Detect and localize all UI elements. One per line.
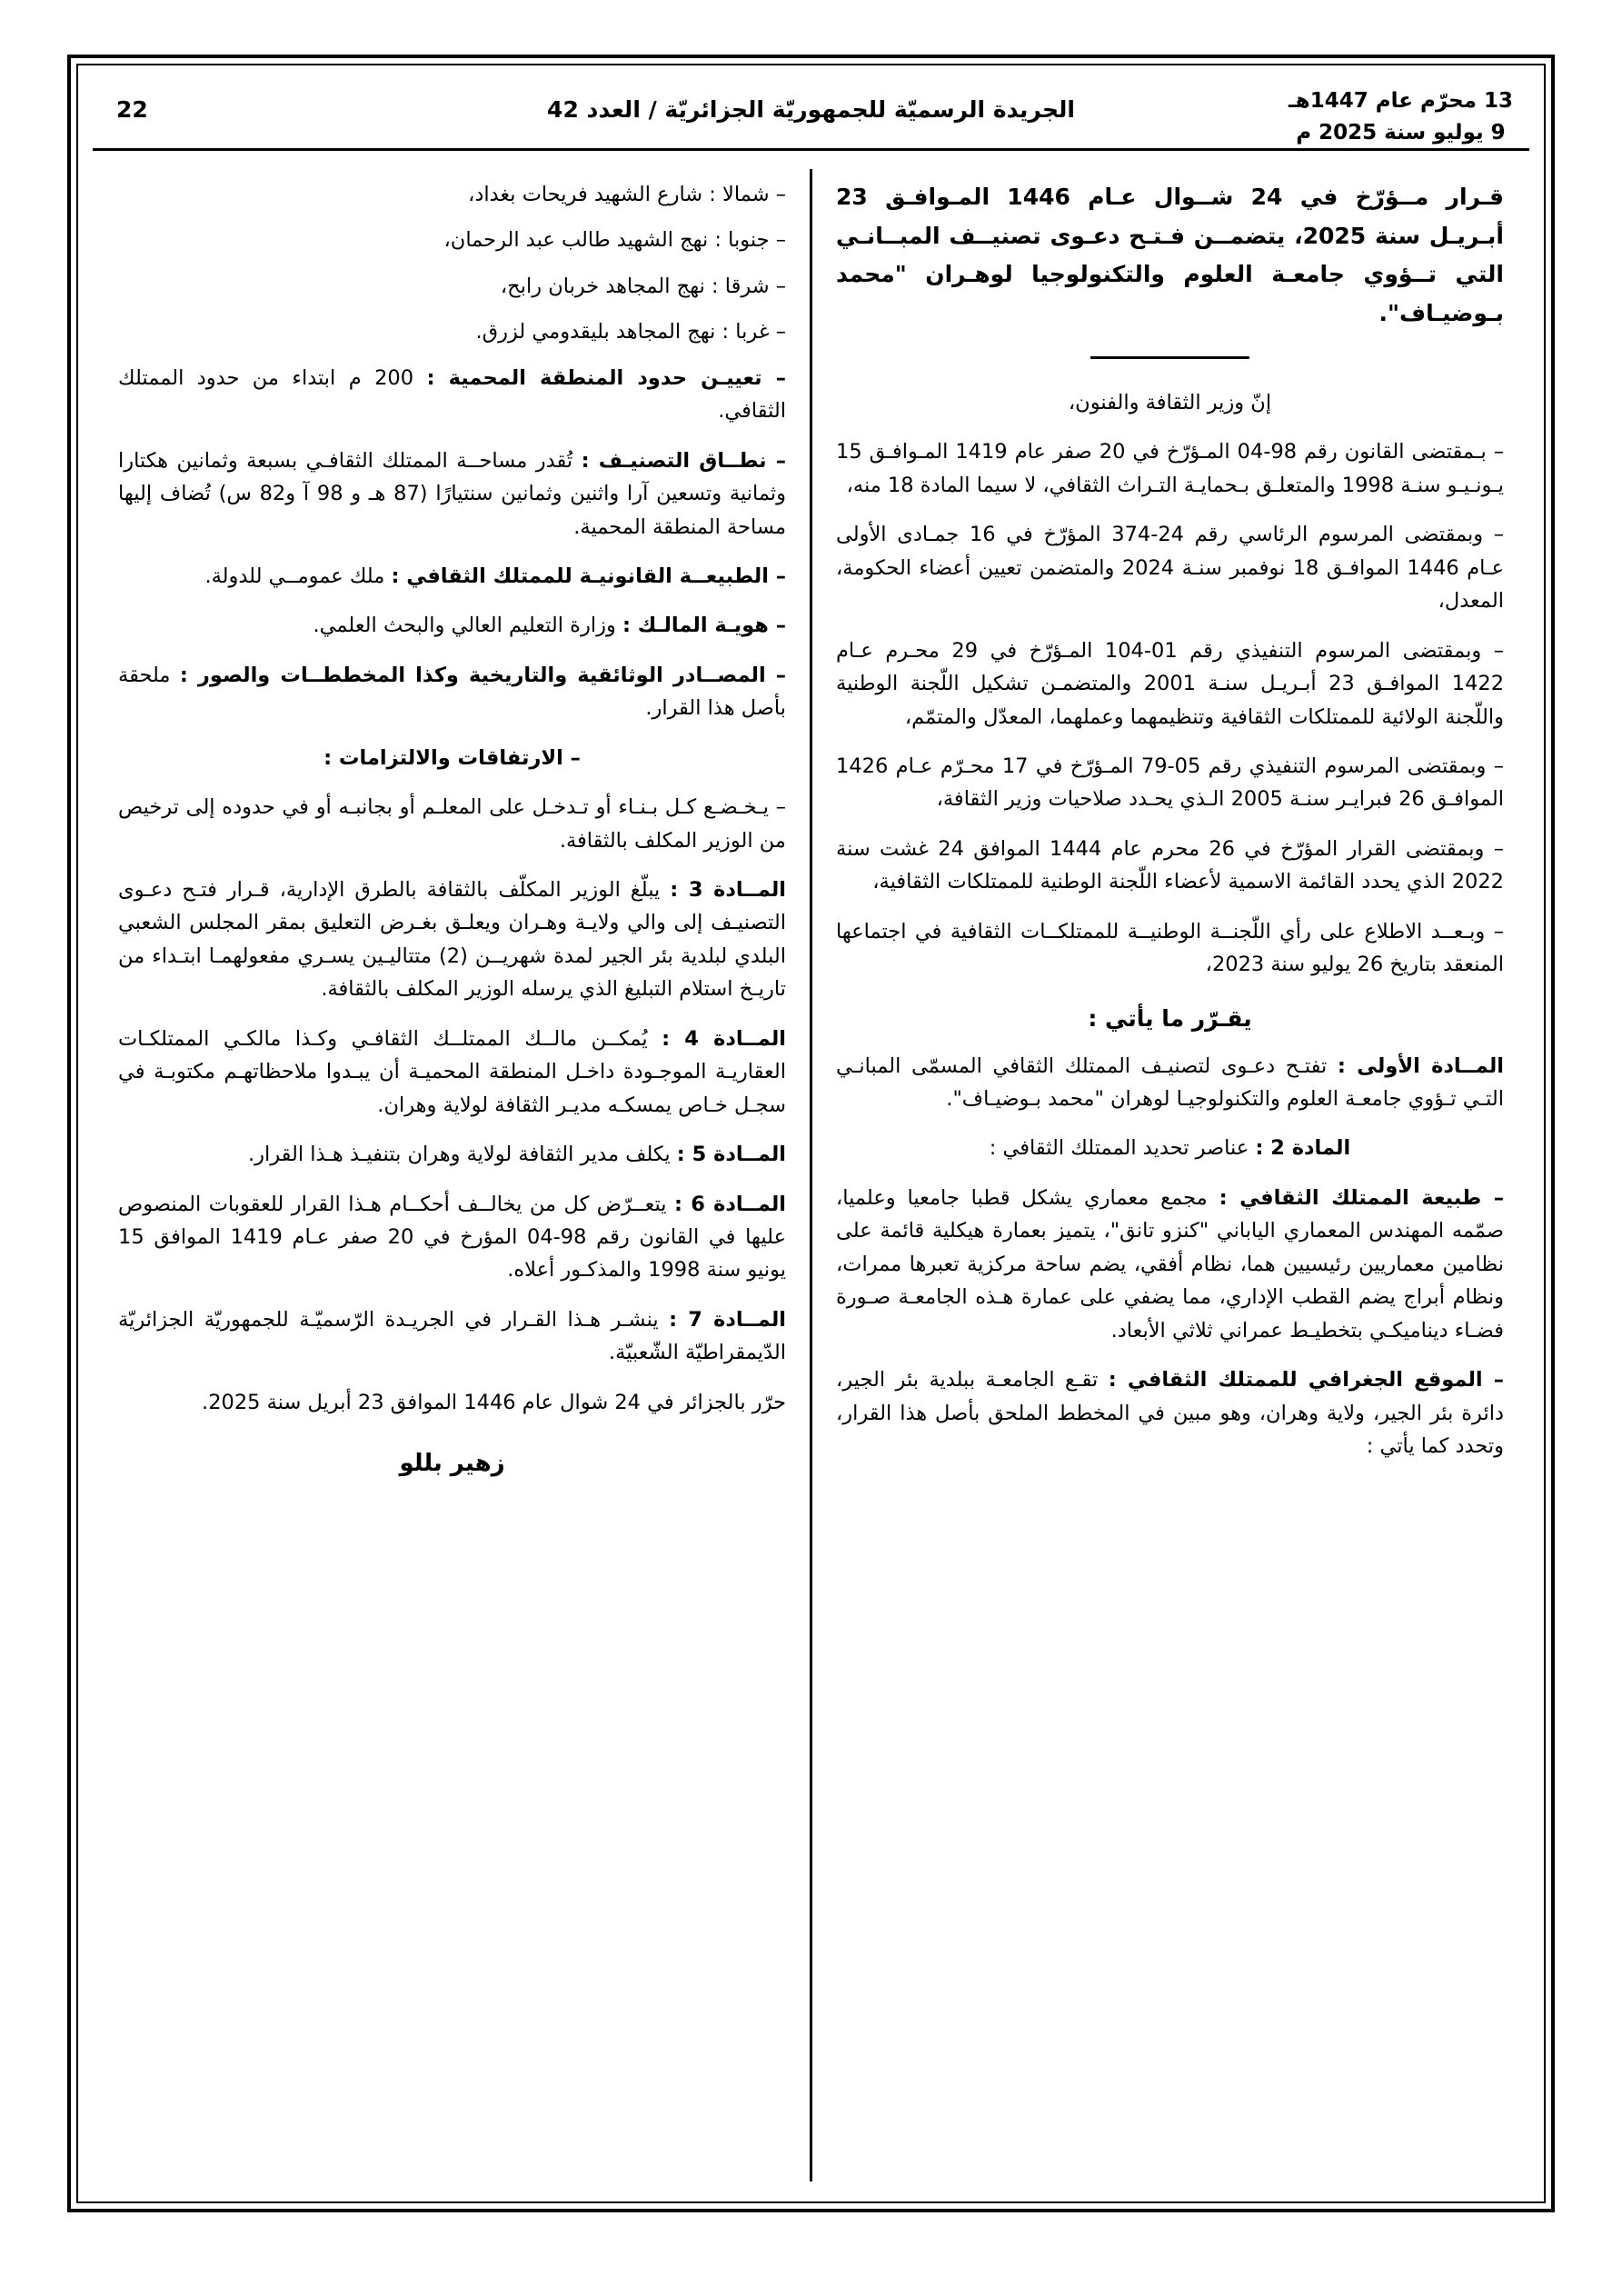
- page-header: [93, 80, 1529, 151]
- page-border-outer: [67, 55, 1555, 2212]
- boundary-item: – شرقا : نهج المجاهد خربان رابح،: [500, 274, 786, 298]
- whereas-clause: – وبمقتضى المرسوم التنفيذي رقم 01-104 المـؤرّخ في 29 محـرم عـام 1422 الموافـق 23 أبـريـل سنـة 2001 والمتضمـن تشكيل اللّجنة الوطنية واللّجنة الولائية للممتلكات الثقافية وتنظيمهما وعملهما، المعدّل والمتمّم،: [836, 638, 1505, 729]
- two-column-body: [95, 165, 1527, 2185]
- whereas-clause: – وبمقتضى القرار المؤرّخ في 26 محرم عام 1444 الموافق 24 غشت سنة 2022 الذي يحدد القائمة الاسمية لأعضاء اللّجنة الوطنية للممتلكات الثقافية،: [836, 836, 1504, 894]
- article-label: المــادة 5 :: [676, 1143, 786, 1167]
- header-date-gregorian: 9 يوليو سنة 2025 م: [1296, 120, 1506, 145]
- closing-statement: حرّر بالجزائر في 24 شوال عام 1446 الموافق 23 أبريل سنة 2025.: [202, 1390, 786, 1414]
- element-paragraph: [118, 742, 786, 774]
- element-label: – الارتفاقات والالتزامات :: [323, 745, 581, 770]
- enacting-formula: يقـرّر ما يأتي :: [1088, 1004, 1252, 1032]
- whereas-clause: – وبمقتضى المرسوم الرئاسي رقم 24-374 المؤرّخ في 16 جمـادى الأولى عـام 1446 الموافـق 18 نوفمبر سنـة 2024 والمتضمن تعيين أعضاء الحكومة، المعدل،: [836, 523, 1505, 614]
- article-text: يكلف مدير الثقافة لولاية وهران بتنفيـذ هـذا القرار.: [247, 1143, 677, 1167]
- article-text: يبلّغ الوزير المكلّف بالثقافة بالطرق الإدارية، قـرار فتـح دعـوى التصنيـف إلى والي ولايـة وهـران ويعلـق بغـرض التعليق بمقر المجلس الشعبي البلدي لبلدية بئر الجير لمدة شهريــن (2) متتاليـين يسـري مفعولهمـا ابتـداء من تاريـخ استلام التبليغ الذي يرسله الوزير المكلف بالثقافة.: [118, 878, 786, 1002]
- element-paragraph: [118, 444, 786, 544]
- element-label: – تعييـن حدود المنطقة المحمية :: [426, 365, 786, 390]
- element-text: تقـع الجامعـة ببلدية بئر الجير، دائرة بئر الجير، ولاية وهران، وهو مبين في المخطط الملحق بأصل هذا القرار، وتحدد كما يأتي :: [836, 1368, 1504, 1458]
- element-label: – نطــاق التصنيـف :: [581, 448, 787, 473]
- element-paragraph: [836, 1363, 1504, 1462]
- element-paragraph: [118, 659, 786, 725]
- obligation-paragraph: – يـخـضـع كـل بـنـاء أو تـدخـل على المعلـم أو بجانبـه أو في حدوده إلى ترخيص من الوزير المكلف بالثقافة.: [118, 795, 786, 853]
- element-text: وزارة التعليم العالي والبحث العلمي.: [313, 614, 622, 638]
- element-text: مجمع معماري يشكل قطبا جامعيا وعلميا، صمّمه المهندس المعماري الياباني "كنزو تانق"، يتميز بعمارة هيكلية قائمة على نظامين معماريين رئيسيين هما، نظام أفقي، يضم ساحة مركزية تعبرها ممرات، ونظام أبراج يضم القطب الإداري، مما يضفي على عمارة هـذه الجامعـة صـورة فضـاء ديناميكـي بتخطيـط عمراني ثلاثي الأبعاد.: [836, 1185, 1504, 1343]
- column-left: [95, 165, 810, 2185]
- element-paragraph: [118, 609, 786, 642]
- boundary-item: – جنوبا : نهج الشهيد طالب عبد الرحمان،: [443, 228, 786, 253]
- element-label: – الموقع الجغرافي للممتلك الثقافي :: [1108, 1368, 1504, 1393]
- element-paragraph: [118, 362, 786, 428]
- article-paragraph: [118, 1188, 786, 1287]
- header-journal-title: الجريدة الرسميّة للجمهوريّة الجزائريّة / العدد 42: [547, 96, 1075, 123]
- boundary-item: – شمالا : شارع الشهيد فريحات بغداد،: [468, 183, 786, 206]
- element-text: ملحقة بأصل هذا القرار.: [118, 663, 786, 721]
- article-label: المــادة 6 :: [674, 1192, 786, 1216]
- element-text: تُقدر مساحــة الممتلك الثقافـي بسبعة وثمانين هكتارا وثمانية وتسعين آرا واثنين وثمانين سنتيارًا (87 هـ و 98 آ و82 س) تُضاف إليها مساحة المنطقة المحمية.: [118, 448, 787, 539]
- boundary-item: – غربا : نهج المجاهد بليقدومي لزرق.: [475, 320, 786, 344]
- column-divider: [810, 169, 812, 2181]
- article-paragraph: [836, 1132, 1504, 1164]
- article-paragraph: [118, 873, 786, 1006]
- divider-rule: [1090, 356, 1249, 359]
- article-label: المــادة الأولى :: [1337, 1053, 1504, 1078]
- article-text: يُمكــن مالــك الممتلــك الثقافـي وكـذا مالكـي الممتلكـات العقاريـة الموجـودة داخـل المنطقة المحميـة أن يبـدوا ملاحظاتهـم مكتوبـة في سجـل خـاص يمسكـه مديـر الثقافة لولاية وهران.: [118, 1026, 786, 1117]
- header-date-hijri: 13 محرّم عام 1447هـ: [1288, 89, 1513, 113]
- element-paragraph: [118, 560, 786, 593]
- article-paragraph: [836, 1050, 1504, 1116]
- article-label: المادة 2 :: [1255, 1136, 1351, 1161]
- element-paragraph: [836, 1182, 1504, 1347]
- article-paragraph: [118, 1138, 786, 1171]
- preamble: إنّ وزير الثقافة والفنون،: [1068, 391, 1272, 414]
- article-text: تفتـح دعـوى لتصنيـف الممتلك الثقافي المسمّى المبانـي التـي تـؤوي جامعـة العلوم والتكنولوجيـا لوهران "محمد بـوضيـاف".: [836, 1053, 1504, 1111]
- element-label: – الطبيعــة القانونيـة للممتلك الثقافي :: [391, 564, 786, 588]
- element-label: – طبيعة الممتلك الثقافي :: [1219, 1185, 1504, 1210]
- page-border-inner: [76, 64, 1546, 2203]
- page-number: 22: [116, 96, 148, 123]
- element-text: ملك عمومــي للدولة.: [204, 564, 392, 588]
- article-paragraph: [118, 1303, 786, 1370]
- whereas-clause: – وبمقتضى المرسوم التنفيذي رقم 05-79 المـؤرّخ في 17 محـرّم عـام 1426 الموافـق 26 فبرايـر سنـة 2005 الـذي يحـدد صلاحيات وزير الثقافة،: [836, 754, 1504, 812]
- element-label: – المصــادر الوثائقية والتاريخية وكذا المخططــات والصور :: [179, 663, 786, 687]
- article-text: يتعــرّض كل من يخالــف أحكــام هـذا القرار للعقوبات المنصوص عليها في القانون رقم 98-04 المؤرخ في 20 صفر عـام 1419 الموافق 15 يونيو سنة 1998 والمذكـور أعلاه.: [118, 1192, 786, 1283]
- whereas-clause: – وبـعــد الاطلاع على رأي اللّجنــة الوطنيــة للممتلكــات الثقافية في اجتماعها المنعقد بتاريخ 26 يوليو سنة 2023،: [836, 919, 1504, 977]
- signature: زهير بللو: [399, 1450, 505, 1478]
- article-label: المــادة 7 :: [669, 1307, 786, 1332]
- element-label: – هويـة المالـك :: [622, 614, 786, 638]
- article-label: المــادة 3 :: [670, 878, 786, 902]
- article-text: ينشـر هـذا القـرار في الجريـدة الرّسميّـة للجمهوريّة الجزائريّة الدّيمقراطيّة الشّعبيّة.: [118, 1307, 786, 1365]
- whereas-clause: – بـمقتضى القانون رقم 98-04 المـؤرّخ في 20 صفر عام 1419 المـوافـق 15 يـونـيـو سنـة 1998 والمتعلـق بـحمايـة التـراث الثقافي، لا سيما المادة 18 منه،: [836, 440, 1505, 497]
- column-right: [812, 165, 1527, 2185]
- decree-title: قـرار مــؤرّخ في 24 شــوال عـام 1446 المـوافـق 23 أبـريـل سنة 2025، يتضمــن فـتـح دعـوى تصنيــف المبــانـي التي تــؤوي جامعـة العلوم والتكنولوجيا لوهـران "محمد بـوضيـاف".: [836, 184, 1504, 326]
- article-paragraph: [118, 1023, 786, 1122]
- article-text: عناصر تحديد الممتلك الثقافي :: [989, 1136, 1256, 1161]
- element-text: 200 م ابتداء من حدود الممتلك الثقافي.: [118, 365, 786, 424]
- article-label: المــادة 4 :: [662, 1026, 786, 1051]
